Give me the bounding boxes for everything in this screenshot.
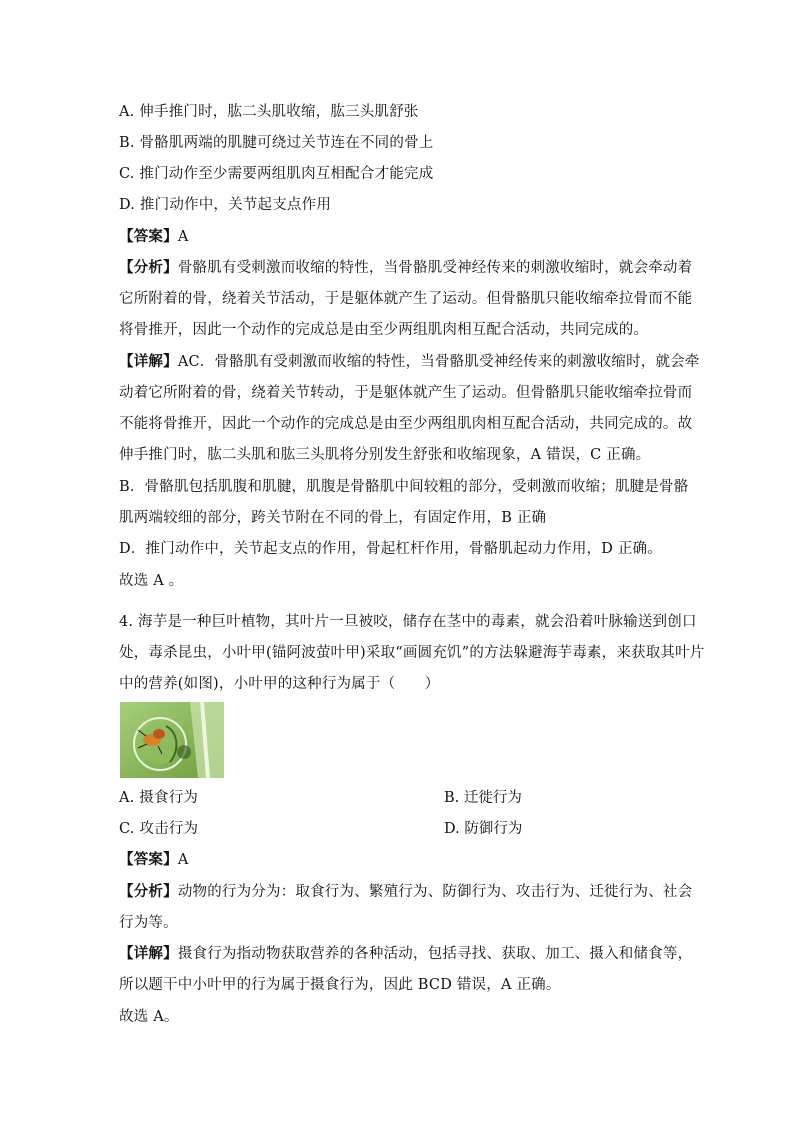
analysis-text: 骨骼肌有受刺激而收缩的特性，当骨骼肌受神经传来的刺激收缩时，就会牵动着 [177,260,693,276]
q3-detail-line: 不能将骨推开，因此一个动作的完成总是由至少两组肌肉相互配合活动，共同完成的。故 [119,416,693,432]
q3-detail-line: 伸手推门时，肱二头肌和肱三头肌将分别发生舒张和收缩现象，A 错误，C 正确。 [119,447,651,463]
q4-detail-line: 所以题干中小叶甲的行为属于摄食行为，因此 BCD 错误，A 正确。 [119,977,561,993]
answer-value: A [177,229,189,245]
q3-option-a: A. 伸手推门时，肱二头肌收缩，肱三头肌舒张 [119,104,419,120]
q4-stem-line: 处，毒杀昆虫，小叶甲(锚阿波萤叶甲)采取“画圆充饥”的方法躲避海芋毒素，来获取其叶片 [119,645,705,661]
q4-stem-line: 中的营养(如图)，小叶甲的这种行为属于（ ） [119,676,440,692]
q3-option-d: D. 推门动作中，关节起支点作用 [119,197,332,213]
q3-option-b: B. 骨骼肌两端的肌腱可绕过关节连在不同的骨上 [119,135,434,151]
leaf-beetle-photo [120,702,224,778]
q4-analysis-line: 行为等。 [119,915,178,931]
q3-detail-line: 动着它所附着的骨，绕着关节转动，于是躯体就产生了运动。但骨骼肌只能收缩牵拉骨而 [119,385,693,401]
q4-detail-line [119,944,692,964]
q3-answer [119,227,188,247]
detail-tag: 【详解】 [119,945,178,962]
q3-detail-line: D．推门动作中，关节起支点的作用，骨起杠杆作用，骨骼肌起动力作用，D 正确。 [119,541,662,557]
analysis-text: 动物的行为分为：取食行为、繁殖行为、防御行为、攻击行为、迁徙行为、社会 [177,884,693,900]
q4-option-a: A. 摄食行为 [119,790,199,806]
analysis-tag: 【分析】 [119,883,178,900]
q3-detail-line: 肌两端较细的部分，跨关节附在不同的骨上，有固定作用，B 正确 [119,510,547,526]
q4-option-d: D. 防御行为 [444,821,523,837]
detail-tag: 【详解】 [119,353,178,370]
detail-text: 摄食行为指动物获取营养的各种活动，包括寻找、获取、加工、摄入和储食等， [177,946,693,962]
answer-tag: 【答案】 [119,228,178,245]
q3-analysis-line [119,258,692,278]
analysis-tag: 【分析】 [119,259,178,276]
q3-detail-line [119,352,700,372]
q3-option-c: C. 推门动作至少需要两组肌肉互相配合才能完成 [119,166,434,182]
q3-analysis-line: 将骨推开，因此一个动作的完成总是由至少两组肌肉相互配合活动，共同完成的。 [119,322,649,338]
detail-text: AC．骨骼肌有受刺激而收缩的特性，当骨骼肌受神经传来的刺激收缩时，就会牵 [177,354,700,370]
q3-analysis-line: 它所附着的骨，绕着关节活动，于是躯体就产生了运动。但骨骼肌只能收缩牵拉骨而不能 [119,291,693,307]
answer-value: A [177,852,189,868]
q4-analysis-line [119,882,692,902]
q4-stem-line: 4. 海芋是一种巨叶植物，其叶片一旦被咬，储存在茎中的毒素，就会沿着叶脉输送到创口 [119,614,697,630]
q4-answer [119,850,188,870]
leaf-beetle-image [120,702,224,778]
q3-detail-line: B．骨骼肌包括肌腹和肌腱，肌腹是骨骼肌中间较粗的部分，受刺激而收缩；肌腱是骨骼 [119,479,689,495]
q4-conclusion: 故选 A。 [119,1009,179,1025]
answer-tag: 【答案】 [119,851,178,868]
q4-option-b: B. 迁徙行为 [444,790,522,806]
q4-option-c: C. 攻击行为 [119,821,199,837]
q3-conclusion: 故选 A 。 [119,573,184,589]
